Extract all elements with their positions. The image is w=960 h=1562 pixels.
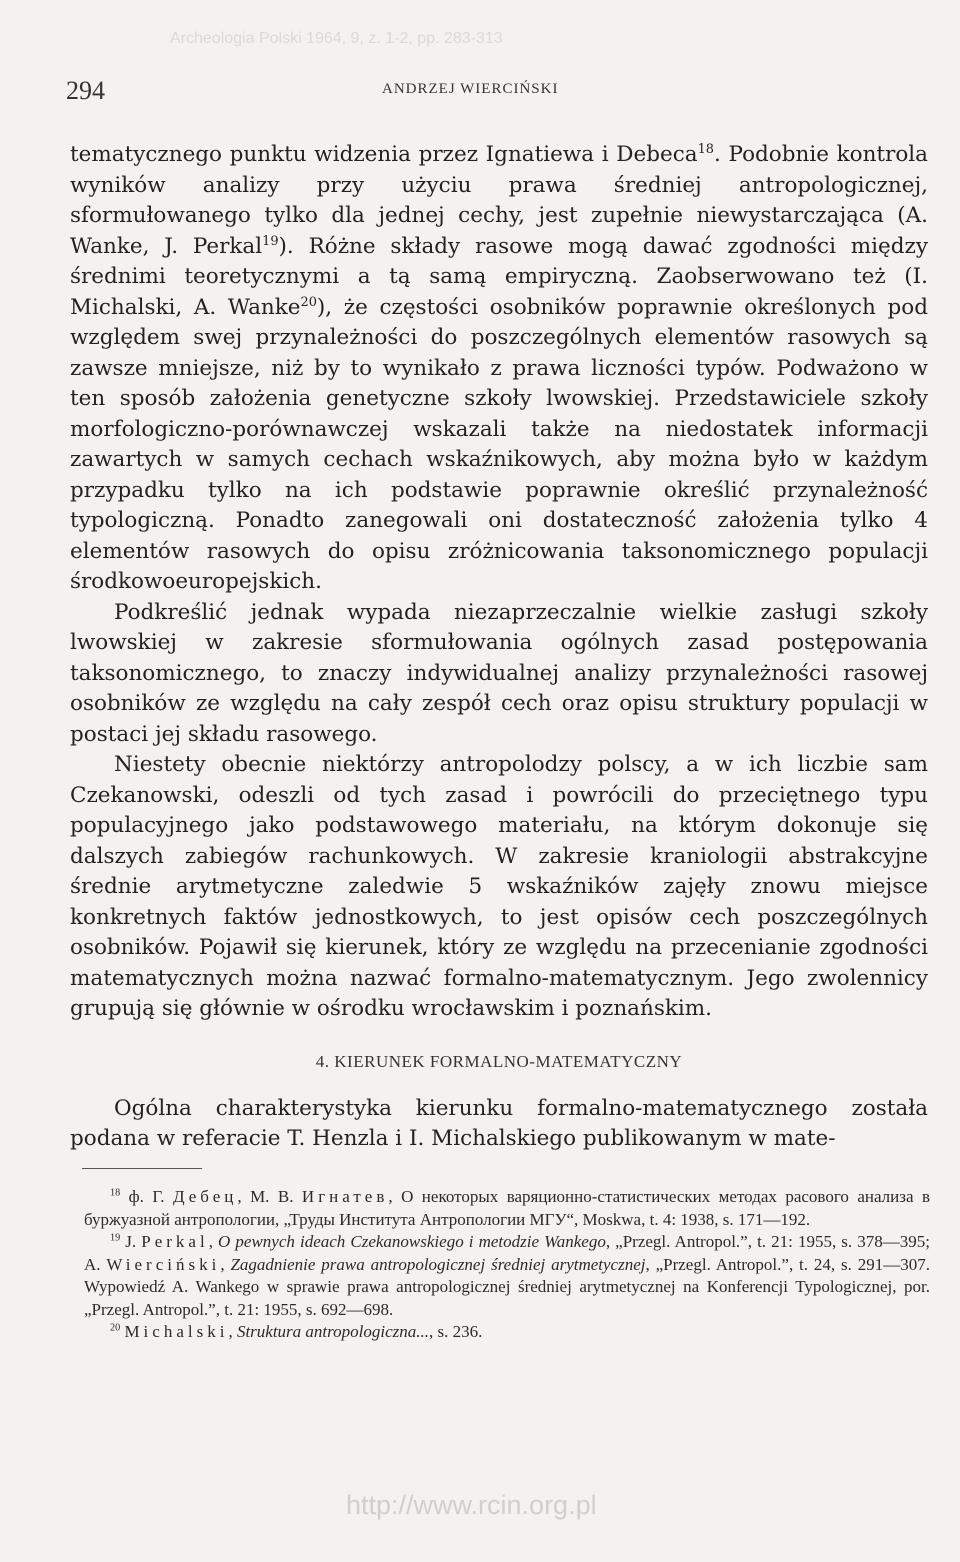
author-name: Игнатев (301, 1187, 389, 1206)
paragraph: Podkreślić jednak wypada niezaprzeczalnie wielkie zasługi szkoły lwowskiej w zakresie sformułowania ogólnych zasad postępowania taksonomicznego, to znaczy indywidualnej analizy przynależności rasowej osobników ze względu na cały zespół cech oraz opisu struktury populacji w postaci jej składu rasowego. (70, 599, 928, 747)
paragraph: Niestety obecnie niektórzy antropolodzy polscy, a w ich liczbie sam Czekanowski, odeszli od tych zasad i powrócili do przeciętnego typu populacyjnego jako podstawowego materiału, na którym dokonuje się dalszych zabiegów rachunkowych. W zakresie kraniologii abstrakcyjne średnie arytmetyczne zaledwie 5 wskaźników zajęły znowu miejsce konkretnych faktów jednostkowych, to jest opisów cech poszczególnych osobników. Pojawił się kierunek, który ze względu na przecenianie zgodności matematycznych można nazwać formalno-matematycznym. Jego zwolennicy grupują się głównie w ośrodku wrocławskim i poznańskim. (70, 752, 928, 1021)
footnote-marker: 18 (697, 141, 714, 157)
paragraph: Ogólna charakterystyka kierunku formalno-matematycznego została podana w referacie T. Henzla i I. Michalskiego publikowanym w mate- (70, 1096, 928, 1151)
running-head: ANDRZEJ WIERCIŃSKI (382, 81, 559, 97)
footnote: $^{19}$ J. Perkal, O pewnych ideach Czekanowskiego i metodzie Wankego, „Przegl. Antropol.”, t. 21: 1955, s. 378—395; A. Wierciński, Zagadnienie prawa antropologicznej średniej arytmetycznej, „Przegl. Antropol.”, t. 24, s. 291—307. Wypowiedź A. Wankego w sprawie prawa antropologicznej średniej arytmetycznej na Konferencji Typologicznej, por. „Przegl. Antropol.”, t. 21: 1955, s. 692—698. (84, 1232, 931, 1319)
footnote-marker: 18 (110, 1187, 121, 1199)
author-name: Perkal (141, 1232, 209, 1251)
page-header (66, 76, 932, 110)
paragraph: tematycznego punktu widzenia przez Ignatiewa i Debeca$^{18}$. Podobnie kontrola wyników analizy przy użyciu prawa średniej antropologicznej, sformułowanego tylko dla jednej cechy, jest zupełnie niewystarczająca (A. Wanke, J. Perkal$^{19}$). Różne składy rasowe mogą dawać zgodności między średnimi teoretycznymi a tą samą empiryczną. Zaobserwowano też (I. Michalski, A. Wanke$^{20}$), że częstości osobników poprawnie określonych pod względem swej przynależności do poszczególnych elementów rasowych są zawsze mniejsze, niż by to wynikało z prawa liczności typów. Podważono w ten sposób założenia genetyczne szkoły lwowskiej. Przedstawiciele szkoły morfologiczno-porównawczej wskazali także na niedostatek informacji zawartych w samych cechach wskaźnikowych, aby można było w każdym przypadku tylko na ich podstawie poprawnie określić przynależność typologiczną. Ponadto zanegowali oni dostateczność założenia tylko 4 elementów rasowych do opisu zróżnicowania taksonomicznego populacji środkowoeuropejskich. (70, 141, 928, 594)
footnotes (84, 1186, 930, 1344)
section-heading: 4. KIERUNEK FORMALNO-MATEMATYCZNY (315, 1052, 683, 1071)
footnote: $^{18}$ ф. Г. Дебец, М. В. Игнатев, О некоторых варяционно-статистических методах расового анализа в буржуазной антропологии, „Труды Института Антропологии МГУ“, Moskwa, t. 4: 1938, s. 171—192. (84, 1187, 930, 1229)
footnote: $^{20}$ Michalski, Struktura antropologiczna..., s. 236. (110, 1322, 483, 1341)
footnote-rule (82, 1168, 202, 1169)
section-text (70, 1094, 928, 1154)
watermark-top: Archeologia Polski 1964, 9, z. 1-2, pp. 283-313 (170, 30, 503, 47)
italic-title: Struktura antropologiczna... (236, 1322, 429, 1341)
author-name: Wierciński (106, 1254, 221, 1274)
italic-title: O pewnych ideach Czekanowskiego i metodzie Wankego (218, 1232, 606, 1251)
watermark-bottom: http://www.rcin.org.pl (346, 1490, 597, 1520)
main-text (70, 140, 928, 1025)
footnote-marker: 20 (110, 1322, 121, 1334)
author-name: Дебец (172, 1187, 238, 1206)
author-name: Michalski (124, 1322, 229, 1341)
footnote-marker: 19 (110, 1232, 121, 1244)
footnote-marker: 20 (300, 294, 317, 310)
footnote-marker: 19 (262, 233, 279, 249)
page-number: 294 (66, 76, 105, 105)
italic-title: Zagadnienie prawa antropologicznej średniej arytmetycznej (230, 1254, 646, 1274)
